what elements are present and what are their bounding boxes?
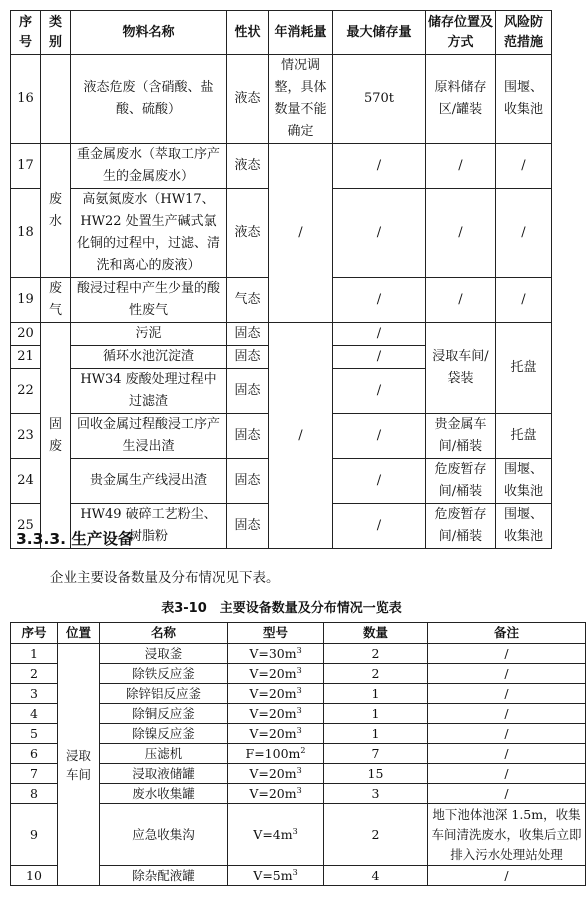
unit-exponent: 2 bbox=[300, 745, 306, 755]
unit-exponent: 3 bbox=[292, 867, 298, 877]
row-number: 7 bbox=[11, 764, 58, 784]
equipment-name: 除铜反应釜 bbox=[100, 704, 228, 724]
unit-exponent: 3 bbox=[296, 685, 302, 695]
equipment-name: 浸取釜 bbox=[100, 644, 228, 664]
model-value: V=5m bbox=[253, 868, 293, 883]
unit-exponent: 3 bbox=[292, 826, 298, 836]
state-cell: 固态 bbox=[227, 323, 269, 346]
header-cell: 物料名称 bbox=[71, 11, 227, 55]
storage-location: 浸取车间/袋装 bbox=[426, 323, 496, 414]
max-storage: / bbox=[333, 369, 426, 414]
table-header-row bbox=[11, 11, 552, 55]
quantity: 2 bbox=[324, 804, 428, 866]
quantity: 1 bbox=[324, 684, 428, 704]
header-cell: 数量 bbox=[324, 623, 428, 644]
equipment-name: 废水收集罐 bbox=[100, 784, 228, 804]
unit-exponent: 3 bbox=[296, 725, 302, 735]
table-row bbox=[11, 144, 552, 189]
section-paragraph: 企业主要设备数量及分布情况见下表。 bbox=[50, 570, 280, 586]
quantity: 2 bbox=[324, 664, 428, 684]
unit-exponent: 3 bbox=[296, 705, 302, 715]
remark: 地下池体池深 1.5m，收集车间清洗废水，收集后立即排入污水处理站处理 bbox=[428, 804, 586, 866]
row-number: 19 bbox=[11, 278, 41, 323]
table-row bbox=[11, 323, 552, 346]
material-name: HW34 废酸处理过程中过滤渣 bbox=[71, 369, 227, 414]
header-cell: 型号 bbox=[228, 623, 324, 644]
quantity: 1 bbox=[324, 724, 428, 744]
state-cell: 固态 bbox=[227, 414, 269, 459]
equipment-name: 除镍反应釜 bbox=[100, 724, 228, 744]
storage-location: / bbox=[426, 278, 496, 323]
unit-exponent: 3 bbox=[296, 645, 302, 655]
model-value: V=4m bbox=[253, 827, 293, 842]
quantity: 15 bbox=[324, 764, 428, 784]
equipment-name: 除铁反应釜 bbox=[100, 664, 228, 684]
risk-measure: 围堰、收集池 bbox=[496, 459, 552, 504]
category-cell: 废水 bbox=[41, 144, 71, 278]
equipment-model bbox=[228, 704, 324, 724]
material-name: 酸浸过程中产生少量的酸性废气 bbox=[71, 278, 227, 323]
state-cell: 固态 bbox=[227, 369, 269, 414]
quantity: 7 bbox=[324, 744, 428, 764]
row-number: 6 bbox=[11, 744, 58, 764]
row-number: 25 bbox=[11, 504, 41, 549]
model-value: V=30m bbox=[249, 646, 297, 661]
state-cell: 液态 bbox=[227, 189, 269, 278]
model-value: V=20m bbox=[249, 666, 297, 681]
row-number: 17 bbox=[11, 144, 41, 189]
header-cell: 位置 bbox=[58, 623, 100, 644]
material-name: 贵金属生产线浸出渣 bbox=[71, 459, 227, 504]
row-number: 9 bbox=[11, 804, 58, 866]
storage-location: 原料储存区/罐装 bbox=[426, 55, 496, 144]
row-number: 22 bbox=[11, 369, 41, 414]
row-number: 23 bbox=[11, 414, 41, 459]
row-number: 8 bbox=[11, 784, 58, 804]
state-cell: 固态 bbox=[227, 504, 269, 549]
max-storage: / bbox=[333, 346, 426, 369]
material-name: 污泥 bbox=[71, 323, 227, 346]
material-name: 高氨氮废水（HW17、HW22 处置生产碱式氯化铜的过程中，过滤、清洗和离心的废液） bbox=[71, 189, 227, 278]
material-name: 循环水池沉淀渣 bbox=[71, 346, 227, 369]
category-cell bbox=[41, 55, 71, 144]
unit-exponent: 3 bbox=[296, 785, 302, 795]
annual-usage: 情况调整，具体数量不能确定 bbox=[269, 55, 333, 144]
category-cell: 固废 bbox=[41, 323, 71, 549]
row-number: 2 bbox=[11, 664, 58, 684]
quantity: 4 bbox=[324, 866, 428, 886]
section-heading: 3.3.3. 生产设备 bbox=[16, 530, 134, 548]
equipment-model bbox=[228, 684, 324, 704]
max-storage: / bbox=[333, 323, 426, 346]
equipment-name: 压滤机 bbox=[100, 744, 228, 764]
risk-measure: 围堰、收集池 bbox=[496, 504, 552, 549]
max-storage: / bbox=[333, 459, 426, 504]
row-number: 24 bbox=[11, 459, 41, 504]
max-storage: / bbox=[333, 278, 426, 323]
storage-location: / bbox=[426, 144, 496, 189]
material-name: 重金属废水（萃取工序产生的金属废水） bbox=[71, 144, 227, 189]
equipment-name: 除锌铝反应釜 bbox=[100, 684, 228, 704]
risk-measure: / bbox=[496, 189, 552, 278]
row-number: 5 bbox=[11, 724, 58, 744]
header-cell: 类别 bbox=[41, 11, 71, 55]
model-value: V=20m bbox=[249, 706, 297, 721]
storage-location: 危废暂存间/桶装 bbox=[426, 504, 496, 549]
remark: / bbox=[428, 784, 586, 804]
equipment-model bbox=[228, 644, 324, 664]
header-cell: 名称 bbox=[100, 623, 228, 644]
annual-usage: / bbox=[269, 323, 333, 549]
equipment-model bbox=[228, 804, 324, 866]
equipment-model bbox=[228, 664, 324, 684]
risk-measure: / bbox=[496, 144, 552, 189]
header-cell: 备注 bbox=[428, 623, 586, 644]
quantity: 1 bbox=[324, 704, 428, 724]
state-cell: 液态 bbox=[227, 55, 269, 144]
equipment-model bbox=[228, 724, 324, 744]
quantity: 2 bbox=[324, 644, 428, 664]
row-number: 20 bbox=[11, 323, 41, 346]
model-value: V=20m bbox=[249, 726, 297, 741]
hazardous-materials-table bbox=[10, 10, 552, 549]
quantity: 3 bbox=[324, 784, 428, 804]
model-value: F=100m bbox=[245, 746, 301, 761]
row-number: 21 bbox=[11, 346, 41, 369]
model-value: V=20m bbox=[249, 786, 297, 801]
equipment-model bbox=[228, 784, 324, 804]
table-row bbox=[11, 644, 586, 664]
material-name: 液态危废（含硝酸、盐酸、硫酸） bbox=[71, 55, 227, 144]
table-caption: 表3-10 主要设备数量及分布情况一览表 bbox=[161, 601, 402, 616]
row-number: 3 bbox=[11, 684, 58, 704]
max-storage: / bbox=[333, 504, 426, 549]
annual-usage: / bbox=[269, 144, 333, 323]
header-cell: 风险防范措施 bbox=[496, 11, 552, 55]
header-cell: 最大储存量 bbox=[333, 11, 426, 55]
max-storage: / bbox=[333, 144, 426, 189]
location-cell: 浸取车间 bbox=[58, 644, 100, 886]
remark: / bbox=[428, 764, 586, 784]
equipment-name: 除杂配液罐 bbox=[100, 866, 228, 886]
remark: / bbox=[428, 866, 586, 886]
storage-location: / bbox=[426, 189, 496, 278]
row-number: 18 bbox=[11, 189, 41, 278]
state-cell: 固态 bbox=[227, 346, 269, 369]
risk-measure: 托盘 bbox=[496, 414, 552, 459]
table-header-row bbox=[11, 623, 586, 644]
header-cell: 序号 bbox=[11, 623, 58, 644]
material-name: 回收金属过程酸浸工序产生浸出渣 bbox=[71, 414, 227, 459]
remark: / bbox=[428, 704, 586, 724]
row-number: 1 bbox=[11, 644, 58, 664]
max-storage: / bbox=[333, 189, 426, 278]
header-cell: 年消耗量 bbox=[269, 11, 333, 55]
model-value: V=20m bbox=[249, 766, 297, 781]
row-number: 10 bbox=[11, 866, 58, 886]
unit-exponent: 3 bbox=[296, 665, 302, 675]
equipment-model bbox=[228, 744, 324, 764]
model-value: V=20m bbox=[249, 686, 297, 701]
table-row bbox=[11, 55, 552, 144]
remark: / bbox=[428, 744, 586, 764]
row-number: 16 bbox=[11, 55, 41, 144]
remark: / bbox=[428, 724, 586, 744]
equipment-model bbox=[228, 764, 324, 784]
remark: / bbox=[428, 684, 586, 704]
header-cell: 储存位置及方式 bbox=[426, 11, 496, 55]
equipment-name: 应急收集沟 bbox=[100, 804, 228, 866]
header-cell: 序号 bbox=[11, 11, 41, 55]
risk-measure: / bbox=[496, 278, 552, 323]
state-cell: 气态 bbox=[227, 278, 269, 323]
max-storage: 570t bbox=[333, 55, 426, 144]
equipment-table bbox=[10, 622, 586, 886]
state-cell: 固态 bbox=[227, 459, 269, 504]
material-name: HW49 破碎工艺粉尘、树脂粉 bbox=[71, 504, 227, 549]
storage-location: 贵金属车间/桶装 bbox=[426, 414, 496, 459]
max-storage: / bbox=[333, 414, 426, 459]
equipment-name: 浸取液储罐 bbox=[100, 764, 228, 784]
storage-location: 危废暂存间/桶装 bbox=[426, 459, 496, 504]
category-cell: 废气 bbox=[41, 278, 71, 323]
risk-measure: 托盘 bbox=[496, 323, 552, 414]
remark: / bbox=[428, 664, 586, 684]
equipment-model bbox=[228, 866, 324, 886]
risk-measure: 围堰、收集池 bbox=[496, 55, 552, 144]
remark: / bbox=[428, 644, 586, 664]
state-cell: 液态 bbox=[227, 144, 269, 189]
row-number: 4 bbox=[11, 704, 58, 724]
header-cell: 性状 bbox=[227, 11, 269, 55]
unit-exponent: 3 bbox=[296, 765, 302, 775]
